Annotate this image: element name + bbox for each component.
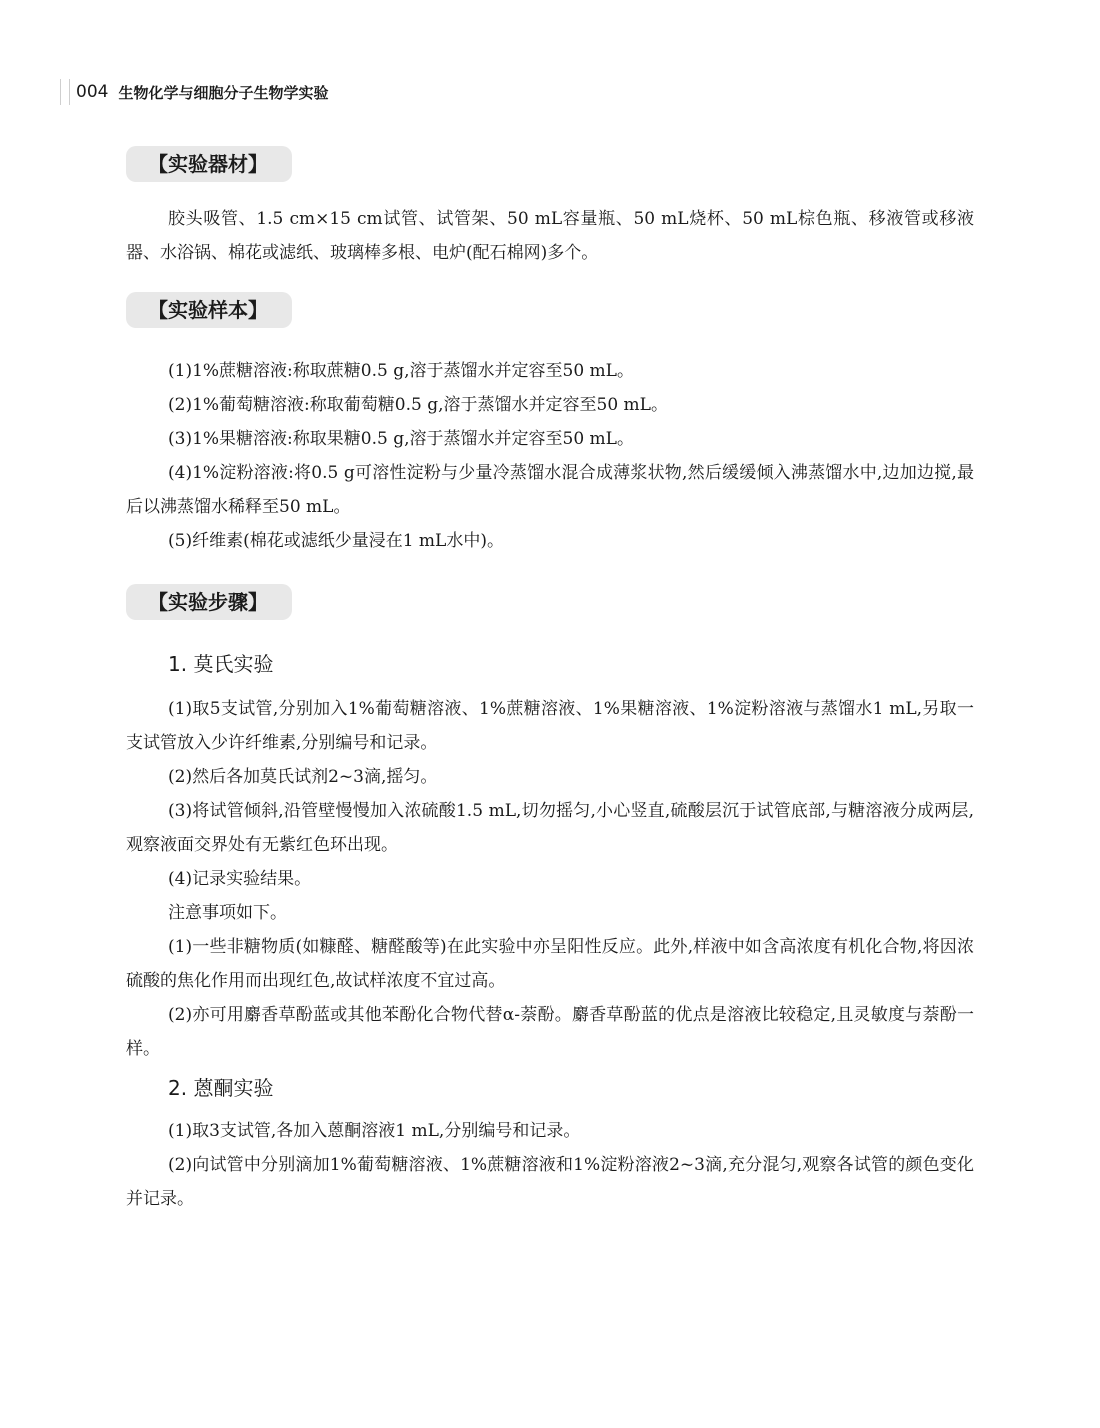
step-item: (2)然后各加莫氏试剂2~3滴,摇匀。: [168, 767, 438, 787]
sample-item: (1)1%蔗糖溶液:称取蔗糖0.5 g,溶于蒸馏水并定容至50 mL。: [168, 361, 634, 381]
section-heading-equipment: 【实验器材】: [126, 146, 292, 182]
notes-heading: 注意事项如下。: [168, 903, 287, 923]
step-item: (4)记录实验结果。: [168, 869, 312, 889]
step-item: (2)向试管中分别滴加1%葡萄糖溶液、1%蔗糖溶液和1%淀粉溶液2~3滴,充分混匀,观察各试管的颜色变化并记录。: [126, 1155, 974, 1209]
sample-item: (3)1%果糖溶液:称取果糖0.5 g,溶于蒸馏水并定容至50 mL。: [168, 429, 634, 449]
header-edge-mark: [60, 79, 70, 105]
note-item: (2)亦可用麝香草酚蓝或其他苯酚化合物代替α-萘酚。麝香草酚蓝的优点是溶液比较稳定,且灵敏度与萘酚一样。: [126, 1005, 974, 1059]
anthrone-list: [126, 1114, 974, 1216]
section-samples: [126, 292, 974, 558]
step-item: (3)将试管倾斜,沿管壁慢慢加入浓硫酸1.5 mL,切勿摇匀,小心竖直,硫酸层沉于试管底部,与糖溶液分成两层,观察液面交界处有无紫红色环出现。: [126, 801, 974, 855]
section-heading-samples: 【实验样本】: [126, 292, 292, 328]
page-content: [126, 146, 974, 1216]
book-title: 生物化学与细胞分子生物学实验: [118, 83, 329, 102]
section-steps: [126, 584, 974, 1216]
samples-list: [126, 354, 974, 558]
section-heading-steps: 【实验步骤】: [126, 584, 292, 620]
step-item: (1)取3支试管,各加入蒽酮溶液1 mL,分别编号和记录。: [168, 1121, 581, 1141]
equipment-paragraph: 胶头吸管、1.5 cm×15 cm试管、试管架、50 mL容量瓶、50 mL烧杯、50 mL棕色瓶、移液管或移液器、水浴锅、棉花或滤纸、玻璃棒多根、电炉(配石棉网)多个。: [126, 209, 974, 263]
page-number: 004: [76, 82, 109, 102]
section-equipment: [126, 146, 974, 270]
sample-item: (2)1%葡萄糖溶液:称取葡萄糖0.5 g,溶于蒸馏水并定容至50 mL。: [168, 395, 668, 415]
sample-item: (4)1%淀粉溶液:将0.5 g可溶性淀粉与少量冷蒸馏水混合成薄浆状物,然后缓缓倾入沸蒸馏水中,边加边搅,最后以沸蒸馏水稀释至50 mL。: [126, 463, 974, 517]
subheading-anthrone: 2. 蒽酮实验: [168, 1076, 274, 1100]
step-item: (1)取5支试管,分别加入1%葡萄糖溶液、1%蔗糖溶液、1%果糖溶液、1%淀粉溶液与蒸馏水1 mL,另取一支试管放入少许纤维素,分别编号和记录。: [126, 699, 974, 753]
sample-item: (5)纤维素(棉花或滤纸少量浸在1 mL水中)。: [168, 531, 504, 551]
subheading-molisch: 1. 莫氏实验: [168, 652, 274, 676]
molisch-list: [126, 692, 974, 1066]
page-header: [60, 76, 328, 108]
note-item: (1)一些非糖物质(如糠醛、糖醛酸等)在此实验中亦呈阳性反应。此外,样液中如含高浓度有机化合物,将因浓硫酸的焦化作用而出现红色,故试样浓度不宜过高。: [126, 937, 974, 991]
